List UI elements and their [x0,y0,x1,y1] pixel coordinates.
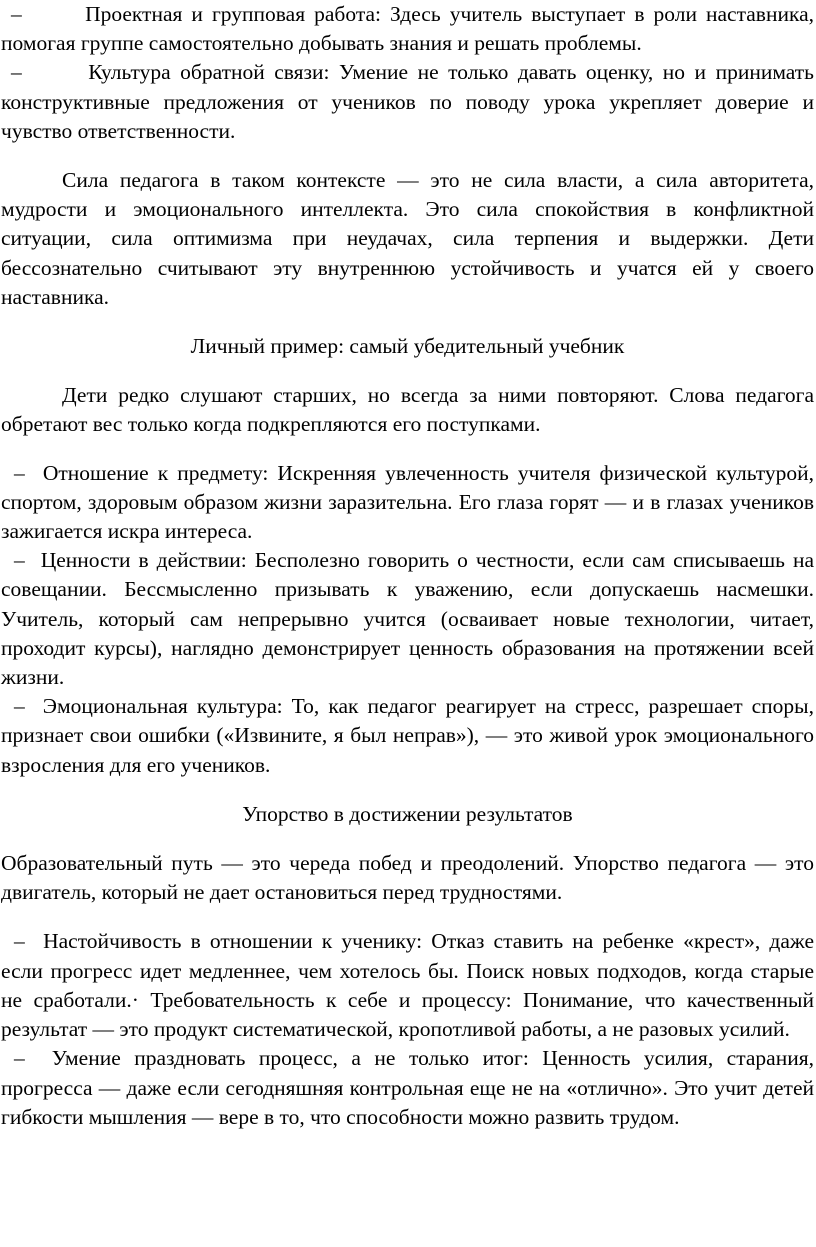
section-heading-personal-example: Личный пример: самый убедительный учебник [190,334,625,359]
paragraph-teacher-strength: Сила педагога в таком контексте — это не сила власти, а сила авторитета, мудрости и эмоционального интеллекта. Это сила спокойствия в конфликтной ситуации, сила оптимизма при неудачах, сила терпения и выдержки. Дети бессознательно считывают эту внутреннюю устойчивость и учатся ей у своего наставника. [1,168,814,309]
paragraph-children-repeat: Дети редко слушают старших, но всегда за ними повторяют. Слова педагога обретают вес только когда подкрепляются его поступками. [1,383,814,437]
bullet-values-in-action: – Ценности в действии: Бесполезно говорить о честности, если сам списываешь на совещании. Бессмысленно призывать к уважению, если допускаешь насмешки. Учитель, который сам непрерывно учится (осваивает новые технологии, читает, проходит курсы), наглядно демонстрирует ценность образования на протяжении всей жизни. [1,548,814,690]
paragraph-educational-path: Образовательный путь — это череда побед и преодолений. Упорство педагога — это двигатель, который не дает остановиться перед трудностями. [1,851,814,905]
bullet-subject-attitude: – Отношение к предмету: Искренняя увлеченность учителя физической культурой, спортом, здоровым образом жизни заразительна. Его глаза горят — и в глазах учеников зажигается искра интереса. [1,460,814,544]
bullet-emotional-culture: – Эмоциональная культура: То, как педагог реагирует на стресс, разрешает споры, признает свои ошибки («Извините, я был неправ»), — это живой урок эмоционального взросления для его учеников. [1,694,814,777]
section-heading-persistence: Упорство в достижении результатов [242,801,573,826]
bullet-feedback-culture: – Культура обратной связи: Умение не только давать оценку, но и принимать конструктивные предложения от учеников по поводу урока укрепляет доверие и чувство ответственности. [1,60,814,143]
bullet-celebrate-process: – Умение праздновать процесс, а не только итог: Ценность усилия, старания, прогресса — даже если сегодняшняя контрольная еще не на «отлично». Это учит детей гибкости мышления — вере в то, что способности можно развить трудом. [1,1046,814,1129]
bullet-persistence-with-student: – Настойчивость в отношении к ученику: Отказ ставить на ребенке «крест», даже если прогресс идет медленнее, чем хотелось бы. Поиск новых подходов, когда старые не сработали.· Требовательность к себе и процессу: Понимание, что качественный результат — это продукт систематической, кропотливой работы, а не разовых усилий. [1,929,814,1042]
bullet-project-work: – Проектная и групповая работа: Здесь учитель выступает в роли наставника, помогая группе самостоятельно добывать знания и решать проблемы. [1,2,814,56]
